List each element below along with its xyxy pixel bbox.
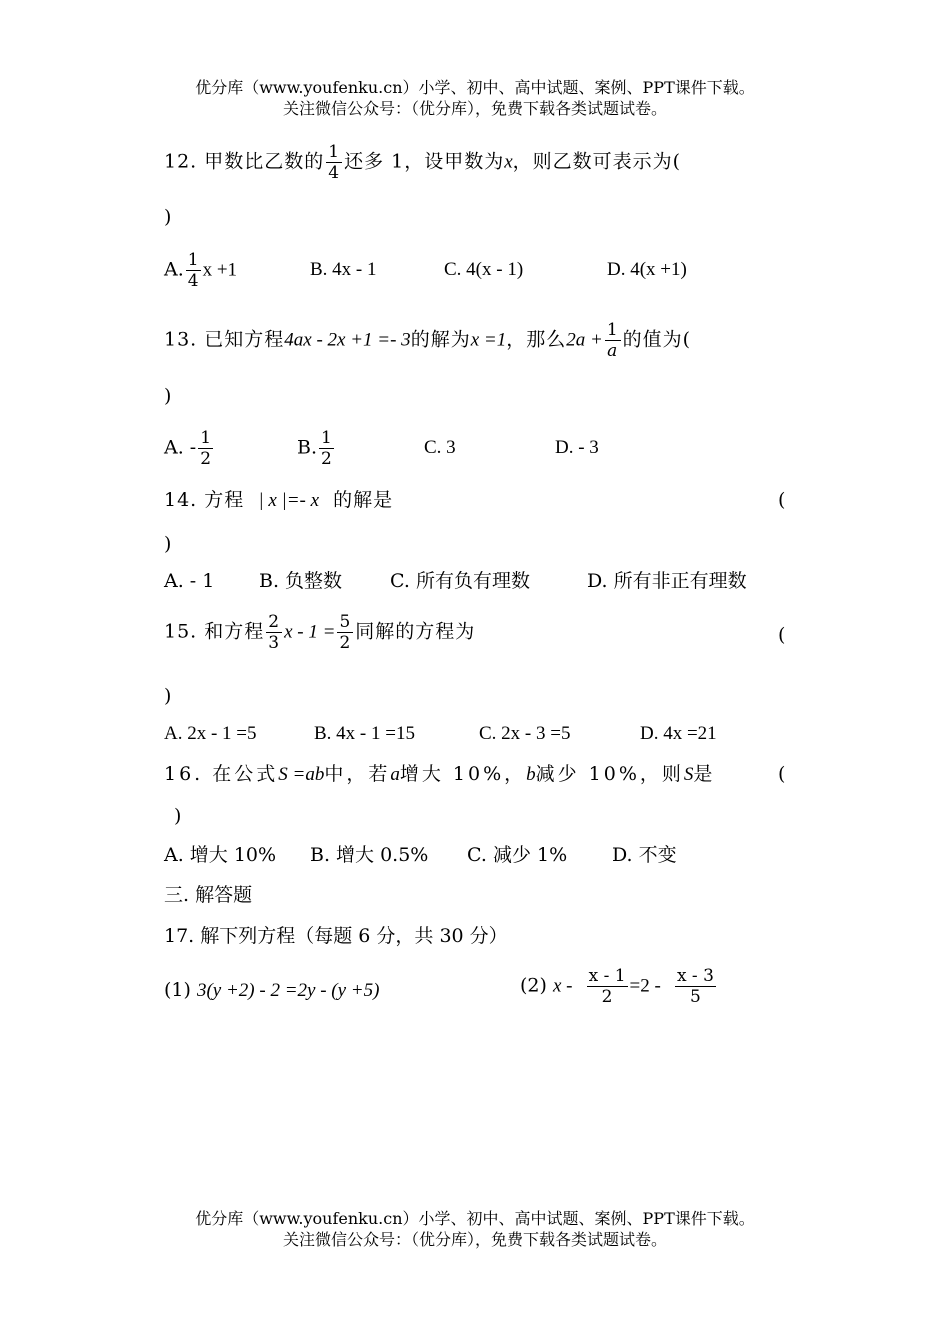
q12-option-d: D. 4(x +1) (607, 259, 687, 280)
q12-text-2: 还多 1，设甲数为 (344, 150, 505, 173)
q15-close-paren: ) (164, 685, 173, 707)
footer-line-1: 优分库（www.youfenku.cn）小学、初中、高中试题、案例、PPT课件下载。 (195, 1209, 755, 1228)
section-3-heading: 三. 解答题 (164, 884, 253, 906)
q12-fraction: $\frac{1}{4}$ (328, 142, 341, 183)
q15-fraction-1: $\frac{2}{3}$ (268, 612, 281, 653)
q14-option-d: D. 所有非正有理数 (587, 570, 747, 592)
q16-option-b: B. 增大 0.5% (310, 844, 429, 866)
q14-equation: | x |=- x (258, 490, 320, 511)
q13-fraction: $\frac{1}{a}$ (606, 320, 619, 361)
q16-close-paren: ) (174, 805, 183, 827)
q15-option-d: D. 4x =21 (640, 723, 717, 744)
q16-formula: S =ab (278, 764, 325, 785)
q13-equation: 4ax - 2x +1 =- 3 (284, 329, 411, 351)
q12-option-b: B. 4x - 1 (310, 259, 377, 280)
q17-part-2: (2) x - $\frac{x - 1}{2}$ =2 - $\frac{x - 3}{5}$ (520, 966, 714, 1007)
q15-option-a: A. 2x - 1 =5 (164, 723, 257, 744)
q15-option-b: B. 4x - 1 =15 (314, 723, 415, 744)
q12-text-1: 12. 甲数比乙数的 (164, 150, 325, 173)
q15-fraction-2: $\frac{5}{2}$ (339, 612, 352, 653)
q13-solution: x =1 (470, 329, 507, 351)
q13-option-c: C. 3 (424, 437, 456, 458)
q16-open-paren: ( (778, 763, 787, 785)
q12-option-c: C. 4(x - 1) (444, 259, 524, 280)
q14-close-paren: ) (164, 533, 173, 555)
q12-option-a: A. $\frac{1}{4}$ x +1 (164, 250, 238, 291)
q12-var: x (504, 151, 513, 173)
question-13: 13. 已知方程4ax - 2x +1 =- 3的解为x =1，那么2a + $\frac{1}{a}$ 的值为( (164, 320, 692, 361)
q13-close-paren: ) (164, 385, 173, 407)
question-17-title: 17. 解下列方程（每题 6 分，共 30 分） (164, 925, 508, 947)
q13-option-a: A. - $\frac{1}{2}$ (164, 428, 212, 469)
q13-option-d: D. - 3 (555, 437, 599, 458)
q14-option-a: A. - 1 (164, 570, 215, 592)
q17-fraction-2: $\frac{x - 3}{5}$ (676, 966, 714, 1007)
q16-option-d: D. 不变 (612, 844, 677, 866)
q15-option-c: C. 2x - 3 =5 (479, 723, 571, 744)
question-16: 16. 在公式S =ab中，若a增大 10%，b减少 10%，则S是 (164, 763, 716, 785)
footer-line-2: 关注微信公众号：（优分库），免费下载各类试题试卷。 (282, 1230, 667, 1249)
question-12 (164, 142, 681, 183)
q15-open-paren: ( (778, 624, 787, 646)
q13-option-b: B. $\frac{1}{2}$ (297, 428, 332, 469)
question-14: 14. 方程 | x |=- x 的解是 (164, 489, 394, 511)
q16-option-c: C. 减少 1% (467, 844, 568, 866)
q12-text-3: ，则乙数可表示为( (512, 150, 682, 173)
q12-close-paren: ) (164, 206, 173, 228)
question-15: 15. 和方程 $\frac{2}{3}$ x - 1 = $\frac{5}{2}$ 同解的方程为 (164, 612, 476, 653)
q14-open-paren: ( (778, 489, 787, 511)
q14-option-b: B. 负整数 (259, 570, 343, 592)
q14-option-c: C. 所有负有理数 (390, 570, 530, 592)
q17-fraction-1: $\frac{x - 1}{2}$ (588, 966, 626, 1007)
q16-option-a: A. 增大 10% (164, 844, 277, 866)
q17-part-1: (1) 3(y +2) - 2 =2y - (y +5) (164, 979, 380, 1001)
header-line-1: 优分库（www.youfenku.cn）小学、初中、高中试题、案例、PPT课件下载。 (195, 78, 755, 97)
header-line-2: 关注微信公众号：（优分库），免费下载各类试题试卷。 (282, 99, 667, 118)
